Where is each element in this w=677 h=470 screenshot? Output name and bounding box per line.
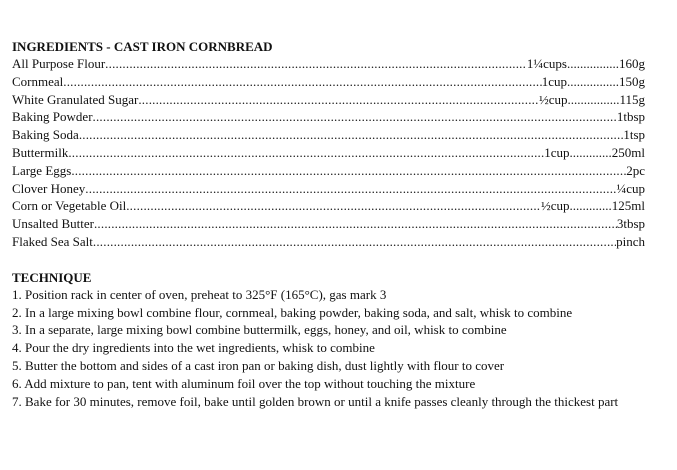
ingredient-amount: 2pc — [626, 162, 645, 178]
leader-dots — [93, 108, 617, 126]
ingredient-name: Buttermilk — [12, 144, 69, 160]
ingredient-row — [12, 108, 645, 126]
ingredient-volume: 1cup — [544, 144, 570, 160]
ingredient-volume: ½cup — [538, 91, 568, 107]
leader-dots — [105, 55, 527, 73]
ingredient-row — [12, 91, 645, 109]
ingredient-name: White Granulated Sugar — [12, 91, 139, 107]
technique-heading: TECHNIQUE — [12, 269, 92, 285]
ingredient-volume: 1¼cups — [526, 56, 567, 71]
leader-dots — [68, 144, 544, 162]
leader-dots — [138, 91, 539, 109]
technique-steps — [12, 286, 677, 411]
ingredient-amount: 115g — [619, 91, 645, 107]
leader-dots — [93, 233, 616, 251]
ingredient-name: Flaked Sea Salt — [12, 233, 93, 249]
ingredient-row — [12, 197, 645, 215]
ingredient-amount: pinch — [616, 233, 645, 249]
ingredients-list — [12, 55, 645, 251]
ingredient-row — [12, 73, 645, 91]
ingredient-amount: 3tbsp — [616, 216, 645, 232]
leader-dots-secondary: ................ — [567, 56, 619, 71]
ingredient-amount: 150g — [619, 73, 645, 89]
ingredient-row — [12, 180, 645, 198]
leader-dots-secondary: ............. — [569, 144, 612, 160]
ingredient-amount: 1tbsp — [616, 109, 645, 125]
leader-dots — [79, 126, 624, 144]
technique-step: 5. Butter the bottom and sides of a cast iron pan or baking dish, dust lightly with flour to cover — [12, 357, 505, 373]
ingredient-row — [12, 162, 645, 180]
ingredient-name: Baking Powder — [12, 109, 93, 125]
ingredients-heading: INGREDIENTS - CAST IRON CORNBREAD — [12, 39, 273, 54]
leader-dots-secondary: ................ — [567, 73, 619, 89]
leader-dots — [94, 215, 617, 233]
ingredient-amount: ¼cup — [616, 180, 645, 196]
ingredient-name: Baking Soda — [12, 127, 79, 143]
ingredient-amount: 250ml — [611, 144, 645, 160]
ingredient-name: Cornmeal — [12, 73, 64, 89]
ingredient-row — [12, 55, 645, 73]
ingredient-amount: 1tsp — [623, 127, 645, 143]
ingredient-name: Corn or Vegetable Oil — [12, 198, 127, 214]
leader-dots-secondary: ................ — [567, 91, 620, 107]
ingredient-row — [12, 144, 645, 162]
technique-step: 1. Position rack in center of oven, preheat to 325°F (165°C), gas mark 3 — [12, 286, 387, 302]
leader-dots-secondary: ............. — [569, 198, 612, 214]
technique-step: 7. Bake for 30 minutes, remove foil, bake until golden brown or until a knife passes cleanly through the thickest part — [12, 393, 619, 409]
leader-dots — [63, 73, 541, 91]
technique-step: 3. In a separate, large mixing bowl combine buttermilk, eggs, honey, and oil, whisk to combine — [12, 322, 507, 338]
leader-dots — [85, 180, 616, 198]
section-spacer — [12, 251, 677, 269]
leader-dots — [126, 197, 541, 215]
ingredient-name: All Purpose Flour — [12, 56, 106, 71]
ingredient-name: Unsalted Butter — [12, 216, 94, 232]
ingredient-row — [12, 126, 645, 144]
ingredient-name: Clover Honey — [12, 180, 86, 196]
ingredient-row — [12, 215, 645, 233]
leader-dots — [71, 162, 626, 180]
ingredient-volume: 1cup — [541, 73, 567, 89]
ingredient-amount: 160g — [619, 56, 645, 71]
ingredient-amount: 125ml — [611, 198, 645, 214]
ingredient-name: Large Eggs — [12, 162, 72, 178]
ingredient-row — [12, 233, 645, 251]
technique-step: 4. Pour the dry ingredients into the wet ingredients, whisk to combine — [12, 340, 375, 356]
ingredient-volume: ½cup — [540, 198, 570, 214]
technique-step: 6. Add mixture to pan, tent with aluminum foil over the top without touching the mixture — [12, 375, 476, 391]
technique-step: 2. In a large mixing bowl combine flour, cornmeal, baking powder, baking soda, and salt, whisk to combine — [12, 304, 573, 320]
